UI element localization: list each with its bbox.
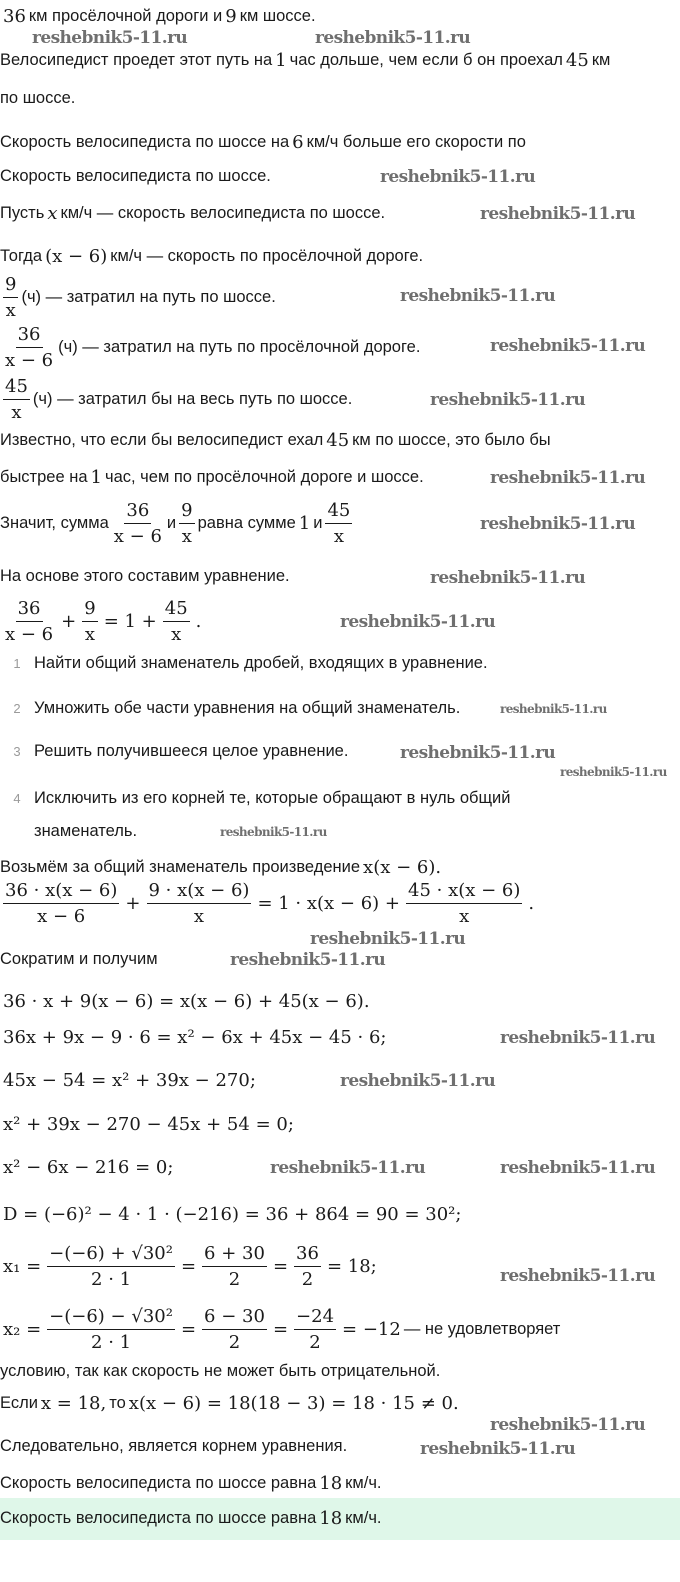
math-expression: =: [272, 1319, 289, 1340]
text-segment: км/ч больше его скорости по: [306, 133, 526, 151]
math-expression: .: [528, 893, 535, 914]
fraction: [3, 598, 55, 645]
math-expression: x² + 39x − 270 − 45x + 54 = 0;: [3, 1114, 294, 1135]
text-segment: Скорость велосипедиста по шоссе равна: [0, 1509, 317, 1527]
math-expression: (x − 6): [45, 246, 108, 267]
watermark: reshebnik5-11.ru: [400, 286, 556, 306]
text-line: [0, 567, 290, 586]
math-expression: x(x − 6) = 18(18 − 3) = 18 · 15 ≠ 0.: [128, 1393, 459, 1414]
text-segment: Велосипедист проедет этот путь на: [0, 51, 273, 69]
math-expression: 1: [298, 513, 311, 534]
text-segment: равна сумме: [197, 514, 296, 532]
math-variable: x: [47, 203, 58, 224]
fraction: [112, 500, 164, 547]
text-segment: км: [591, 51, 611, 69]
watermark: reshebnik5-11.ru: [490, 336, 646, 356]
fraction-denominator: x − 6: [5, 624, 54, 645]
math-expression: x = 18,: [40, 1393, 107, 1414]
text-line: [0, 274, 276, 321]
watermark: reshebnik5-11.ru: [480, 204, 636, 224]
text-line: [0, 1437, 347, 1456]
math-expression: x₂ =: [3, 1319, 42, 1340]
text-line: [0, 880, 537, 927]
fraction-numerator: 9: [82, 598, 97, 622]
fraction: [294, 1243, 321, 1290]
text-segment: Следовательно, является корнем уравнения.: [0, 1437, 348, 1455]
text-line: [34, 822, 137, 841]
fraction-denominator: x − 6: [113, 526, 162, 547]
math-expression: x(x − 6).: [363, 857, 442, 878]
text-line: [0, 1070, 259, 1091]
watermark: reshebnik5-11.ru: [500, 1028, 656, 1048]
fraction-numerator: −(−6) − √30²: [47, 1306, 175, 1330]
math-expression: 36 · x + 9(x − 6) = x(x − 6) + 45(x − 6).: [3, 991, 370, 1012]
text-segment: (ч) — затратил на путь по шоссе.: [21, 288, 276, 306]
text-segment: Решить получившееся целое уравнение.: [34, 742, 349, 760]
fraction: [406, 880, 522, 927]
list-number: 3: [13, 744, 21, 759]
math-expression: 18: [319, 1473, 343, 1494]
watermark: reshebnik5-11.ru: [420, 1439, 576, 1459]
fraction-numerator: 36: [294, 1243, 321, 1267]
text-line: [0, 598, 204, 645]
watermark: reshebnik5-11.ru: [500, 702, 607, 716]
watermark: reshebnik5-11.ru: [315, 28, 471, 48]
list-number: 2: [13, 701, 21, 716]
math-expression: 1: [275, 50, 287, 71]
text-segment: Тогда: [0, 247, 43, 265]
math-expression: 36: [3, 6, 26, 27]
text-segment: Сократим и получим: [0, 950, 158, 968]
fraction: [3, 324, 55, 371]
text-segment: Исключить из его корней те, которые обращают в нуль общий: [34, 789, 511, 807]
math-expression: 9: [225, 6, 237, 27]
text-segment: км/ч — скорость по просёлочной дороге.: [110, 247, 424, 265]
fraction-numerator: 36: [16, 324, 43, 348]
text-segment: На основе этого составим уравнение.: [0, 567, 290, 585]
fraction-numerator: −(−6) + √30²: [47, 1243, 175, 1267]
text-segment: час дольше, чем если б он проехал: [289, 51, 563, 69]
watermark: reshebnik5-11.ru: [380, 167, 536, 187]
text-segment: быстрее на: [0, 468, 88, 486]
text-segment: км/ч — скорость велосипедиста по шоссе.: [60, 204, 386, 222]
text-line: [0, 167, 271, 186]
fraction-denominator: x: [193, 906, 205, 927]
math-expression: =: [180, 1256, 197, 1277]
text-segment: то: [109, 1394, 126, 1412]
text-segment: Скорость велосипедиста по шоссе на: [0, 133, 290, 151]
watermark: reshebnik5-11.ru: [480, 514, 636, 534]
text-segment: Возьмём за общий знаменатель произведение: [0, 858, 361, 876]
watermark: reshebnik5-11.ru: [490, 468, 646, 488]
fraction-denominator: 2: [228, 1332, 241, 1353]
math-expression: 45: [326, 430, 350, 451]
math-expression: =: [180, 1319, 197, 1340]
text-segment: Скорость велосипедиста по шоссе.: [0, 167, 271, 185]
fraction-numerator: 9 · x(x − 6): [147, 880, 252, 904]
fraction-numerator: −24: [294, 1306, 336, 1330]
text-segment: (ч) — затратил бы на весь путь по шоссе.: [32, 390, 353, 408]
text-line: [0, 1204, 464, 1225]
text-line: [0, 89, 75, 108]
watermark: reshebnik5-11.ru: [400, 743, 556, 763]
text-line: [0, 467, 424, 488]
fraction-denominator: 2: [309, 1332, 321, 1353]
fraction-numerator: 45: [163, 598, 190, 622]
text-line: [0, 991, 373, 1012]
text-line: [0, 1027, 390, 1048]
fraction-denominator: 2 · 1: [91, 1269, 132, 1290]
fraction-denominator: x: [459, 906, 470, 927]
fraction-denominator: x: [333, 526, 344, 547]
text-line: [0, 1362, 440, 1381]
math-expression: 6: [292, 132, 304, 153]
list-item: [0, 742, 348, 761]
fraction: [47, 1243, 175, 1290]
text-segment: км/ч.: [345, 1474, 382, 1492]
text-line: [0, 132, 526, 153]
watermark: reshebnik5-11.ru: [500, 1158, 656, 1178]
watermark: reshebnik5-11.ru: [32, 28, 188, 48]
text-segment: Скорость велосипедиста по шоссе равна: [0, 1474, 317, 1492]
watermark: reshebnik5-11.ru: [340, 1071, 496, 1091]
watermark: reshebnik5-11.ru: [430, 390, 586, 410]
text-segment: Значит, сумма: [0, 514, 109, 532]
fraction-denominator: x: [181, 526, 192, 547]
math-expression: 18: [319, 1508, 343, 1529]
math-expression: = −12: [342, 1319, 401, 1340]
math-expression: 45: [565, 50, 589, 71]
text-line: [0, 857, 444, 878]
fraction: [202, 1243, 267, 1290]
text-line: [0, 950, 158, 969]
fraction-numerator: 36 · x(x − 6): [3, 880, 119, 904]
watermark: reshebnik5-11.ru: [220, 825, 327, 839]
fraction: [163, 598, 190, 645]
math-expression: 36x + 9x − 9 · 6 = x² − 6x + 45x − 45 · 6;: [3, 1027, 387, 1048]
watermark: reshebnik5-11.ru: [430, 568, 586, 588]
math-expression: = 1 · x(x − 6) +: [257, 893, 401, 914]
text-segment: Умножить обе части уравнения на общий знаменатель.: [34, 699, 461, 717]
text-segment: (ч) — затратил на путь по просёлочной дороге.: [58, 338, 421, 356]
math-expression: 45x − 54 = x² + 39x − 270;: [3, 1070, 256, 1091]
text-line: [0, 1306, 560, 1353]
text-segment: — не удовлетворяет: [403, 1320, 561, 1338]
fraction: [294, 1306, 336, 1353]
text-line: [0, 1473, 382, 1494]
text-line: [0, 50, 610, 71]
math-expression: +: [61, 611, 77, 632]
math-expression: x₁ =: [3, 1256, 42, 1277]
watermark: reshebnik5-11.ru: [560, 765, 667, 779]
math-expression: = 1 +: [103, 611, 157, 632]
math-expression: x² − 6x − 216 = 0;: [3, 1157, 174, 1178]
fraction-denominator: x: [11, 402, 22, 423]
text-segment: Известно, что если бы велосипедист ехал: [0, 431, 324, 449]
fraction-numerator: 45: [3, 376, 30, 400]
fraction-numerator: 9: [179, 500, 194, 524]
text-segment: км/ч.: [345, 1509, 382, 1527]
text-line: [0, 1157, 176, 1178]
text-line: [0, 1114, 297, 1135]
fraction-denominator: x − 6: [5, 350, 54, 371]
math-expression: =: [272, 1256, 289, 1277]
fraction: [3, 274, 18, 321]
math-expression: 1: [90, 467, 102, 488]
fraction-numerator: 6 + 30: [202, 1243, 267, 1267]
list-item: [0, 789, 510, 808]
fraction: [82, 598, 97, 645]
fraction-denominator: x − 6: [37, 906, 86, 927]
text-segment: и: [166, 514, 177, 532]
text-line: [0, 376, 352, 423]
text-segment: знаменатель.: [34, 822, 138, 840]
text-segment: км просёлочной дороги и: [28, 7, 223, 25]
list-number: 4: [13, 791, 21, 806]
fraction-numerator: 9: [3, 274, 18, 298]
text-segment: Пусть: [0, 204, 45, 222]
text-segment: Найти общий знаменатель дробей, входящих в уравнение.: [34, 654, 488, 672]
text-segment: и: [313, 514, 323, 532]
fraction: [3, 376, 30, 423]
fraction-denominator: 2 · 1: [91, 1332, 132, 1353]
text-segment: км шоссе.: [239, 7, 316, 25]
fraction-denominator: 2: [301, 1269, 314, 1290]
text-line: [0, 6, 316, 27]
fraction: [179, 500, 194, 547]
fraction-numerator: 6 − 30: [202, 1306, 267, 1330]
text-line: [0, 324, 420, 371]
text-line: [0, 246, 423, 267]
answer-text: [0, 1508, 382, 1529]
watermark: reshebnik5-11.ru: [310, 929, 466, 949]
text-line: [0, 1393, 462, 1414]
list-item: [0, 699, 460, 718]
text-segment: час, чем по просёлочной дороге и шоссе.: [104, 468, 424, 486]
text-segment: условию, так как скорость не может быть отрицательной.: [0, 1362, 441, 1380]
list-item: [0, 654, 488, 673]
text-segment: по шоссе.: [0, 89, 76, 107]
fraction-numerator: 36: [16, 598, 43, 622]
watermark: reshebnik5-11.ru: [340, 612, 496, 632]
text-segment: Если: [0, 1394, 38, 1412]
fraction: [202, 1306, 267, 1353]
text-line: [0, 203, 385, 224]
text-segment: км по шоссе, это было бы: [352, 431, 551, 449]
fraction-denominator: x: [5, 300, 16, 321]
watermark: reshebnik5-11.ru: [230, 950, 386, 970]
fraction-denominator: x: [84, 624, 96, 645]
text-line: [0, 1243, 380, 1290]
fraction: [3, 880, 119, 927]
math-expression: = 18;: [326, 1256, 377, 1277]
fraction: [47, 1306, 175, 1353]
watermark: reshebnik5-11.ru: [500, 1266, 656, 1286]
fraction: [147, 880, 252, 927]
math-expression: D = (−6)² − 4 · 1 · (−216) = 36 + 864 = 90 = 30²;: [3, 1204, 462, 1225]
watermark: reshebnik5-11.ru: [490, 1415, 646, 1435]
fraction-denominator: x: [171, 624, 182, 645]
fraction-numerator: 36: [124, 500, 151, 524]
fraction-numerator: 45: [325, 500, 352, 524]
text-line: [0, 430, 551, 451]
fraction: [325, 500, 352, 547]
fraction-numerator: 45 · x(x − 6): [406, 880, 522, 904]
fraction-denominator: 2: [228, 1269, 241, 1290]
math-expression: +: [125, 893, 141, 914]
list-number: 1: [13, 656, 21, 671]
math-expression: .: [195, 611, 202, 632]
text-line: [0, 500, 355, 547]
watermark: reshebnik5-11.ru: [270, 1158, 426, 1178]
